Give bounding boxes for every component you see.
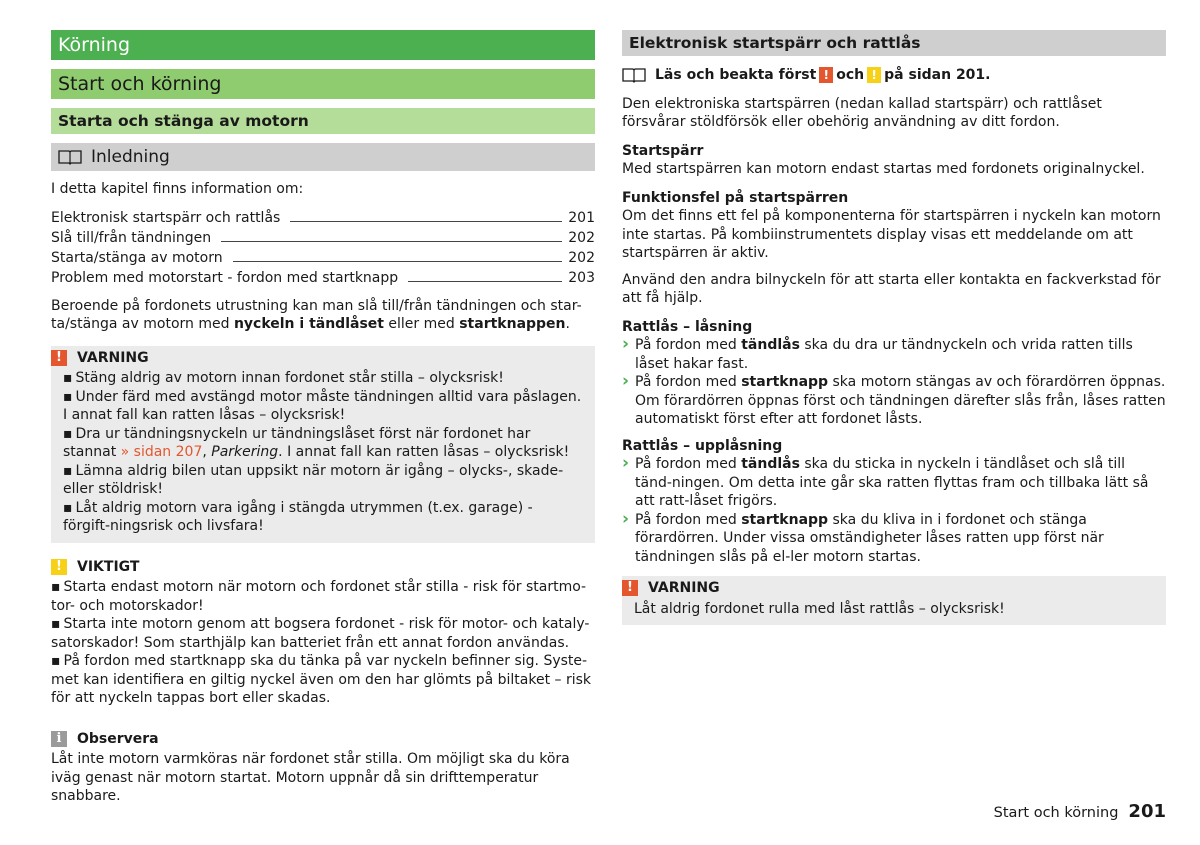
toc-row[interactable]	[51, 269, 595, 289]
subheading-startsparr: Startspärr	[622, 142, 704, 159]
list-item	[622, 455, 1166, 511]
item-bold: startknapp	[741, 374, 829, 390]
warning-text: Låt aldrig fordonet rulla med låst rattlås – olycksrisk!	[634, 600, 1005, 617]
book-icon	[58, 149, 82, 165]
right-paragraph: Den elektroniska startspärren (nedan kallad startspärr) och rattlåset försvårar stöldförsök eller obehörig användning av ditt fordon.	[622, 95, 1102, 130]
paragraph-bold: startknappen	[459, 316, 566, 332]
paragraph-bold: nyckeln i tändlåset	[233, 316, 384, 332]
item-text: ska du dra ur tändnyckeln och vrida ratten tills låset hakar fast.	[635, 337, 1133, 372]
item-text: ska motorn stängas av och förardörren öppnas. Om förardörren öppnas först och tändningen därefter slås från, låses ratten automatiskt först efter att fordonet låsts.	[635, 374, 1166, 427]
intro-text: I detta kapitel finns information om:	[51, 181, 304, 197]
warning-icon[interactable]: !	[819, 67, 833, 83]
toc-label: Elektronisk startspärr och rattlås	[51, 209, 281, 226]
startsparr-text: Med startspärren kan motorn endast startas med fordonets originalnyckel.	[622, 161, 1145, 177]
paragraph-text: Beroende på fordonets utrustning kan man slå till/från tändningen och star-ta/stänga av motorn med	[51, 297, 582, 332]
table-of-contents	[51, 209, 595, 289]
list-item	[622, 373, 1166, 429]
warning-text: . I annat fall kan ratten låsas – olycksrisk!	[278, 444, 570, 460]
paragraph-text: eller med	[383, 316, 460, 332]
warning-item: ▪ Under färd med avstängd motor måste tändningen alltid vara påslagen. I annat fall kan ratten låsas – olycksrisk!	[63, 388, 583, 425]
subheading-rattlas-lasning: Rattlås – låsning	[622, 318, 753, 335]
left-column	[51, 30, 595, 825]
important-icon: !	[51, 559, 67, 575]
reference-text: Läs och beakta först	[655, 67, 817, 83]
important-item: ▪ Starta inte motorn genom att bogsera fordonet - risk för motor- och kataly-satorskador! Som starthjälp kan batteriet från ett annat fordon användas.	[51, 615, 595, 652]
warning-item: ▪ Lämna aldrig bilen utan uppsikt när motorn är igång – olycks-, skade- eller stöldrisk!	[63, 462, 583, 499]
warning-item	[63, 425, 583, 462]
list-item	[622, 511, 1166, 567]
important-box	[51, 555, 595, 715]
important-item: ▪ Starta endast motorn när motorn och fordonet står stilla - risk för startmo-tor- och motorskador!	[51, 578, 595, 615]
subheading-funktionsfel: Funktionsfel på startspärren	[622, 189, 849, 206]
reference-link[interactable]: på sidan 201.	[884, 67, 991, 83]
section-heading: Start och körning	[51, 69, 595, 99]
item-bold: tändlås	[741, 337, 800, 353]
important-icon[interactable]: !	[867, 67, 881, 83]
list-item	[622, 336, 1166, 373]
warning-italic: Parkering	[211, 444, 279, 460]
note-title: Observera	[77, 730, 159, 747]
warning-text: Dra ur tändningsnyckeln ur tändningslåset först när fordonet har stannat	[63, 425, 531, 460]
toc-leader	[290, 221, 562, 222]
toc-leader	[221, 241, 562, 242]
info-icon: i	[51, 731, 67, 747]
footer-section: Start och körning	[993, 805, 1119, 821]
intro-heading-bar	[51, 143, 595, 171]
toc-row[interactable]	[51, 249, 595, 269]
item-bold: startknapp	[741, 511, 829, 528]
toc-leader	[408, 281, 562, 282]
intro-heading: Inledning	[91, 146, 170, 167]
toc-page: 202	[568, 249, 595, 266]
toc-row[interactable]	[51, 209, 595, 229]
page-number: 201	[1128, 801, 1166, 822]
warning-icon: !	[51, 350, 67, 366]
warning-icon: !	[622, 580, 638, 596]
toc-page: 203	[568, 269, 595, 286]
note-box	[51, 727, 595, 813]
subsection-heading: Starta och stänga av motorn	[51, 108, 595, 134]
toc-page: 202	[568, 229, 595, 246]
intro-paragraph	[51, 297, 595, 334]
warning-text: ,	[202, 444, 212, 460]
warning-title: VARNING	[77, 349, 149, 366]
funktionsfel-text-2: Använd den andra bilnyckeln för att starta eller kontakta en fackverkstad för att få hjälp.	[622, 271, 1161, 306]
item-text: På fordon med	[635, 511, 742, 528]
important-title: VIKTIGT	[77, 558, 140, 575]
toc-label: Starta/stänga av motorn	[51, 249, 223, 266]
warning-header	[622, 579, 1154, 598]
subheading-rattlas-upplasning: Rattlås – upplåsning	[622, 437, 783, 454]
item-bold: tändlås	[741, 456, 800, 472]
toc-row[interactable]	[51, 229, 595, 249]
item-text: ska du kliva in i fordonet och stänga förardörren. Under vissa omständigheter låses ratten upp först när tändningen slås på el-ler motorn startas.	[635, 511, 1104, 565]
page-link[interactable]: » sidan 207	[120, 444, 203, 460]
note-text: Låt inte motorn varmköras när fordonet står stilla. Om möjligt ska du köra iväg genast när motorn startat. Motorn uppnår då sin drifttemperatur snabbare.	[51, 751, 570, 804]
item-text: På fordon med	[635, 456, 742, 472]
right-section-heading: Elektronisk startspärr och rattlås	[622, 30, 1166, 56]
toc-leader	[233, 261, 563, 262]
reference-line	[622, 66, 1166, 85]
important-header	[51, 558, 595, 577]
warning-title: VARNING	[648, 580, 720, 596]
reference-text: och	[836, 67, 865, 83]
book-icon	[622, 67, 646, 83]
warning-item: ▪ Låt aldrig motorn vara igång i stängda utrymmen (t.ex. garage) - förgift-ningsrisk och livsfara!	[63, 499, 583, 536]
page-footer	[994, 803, 1166, 823]
toc-label: Problem med motorstart - fordon med startknapp	[51, 269, 399, 286]
item-text: På fordon med	[635, 337, 742, 353]
warning-header	[51, 349, 583, 368]
important-item: ▪ På fordon med startknapp ska du tänka på var nyckeln befinner sig. Syste-met kan identifiera en giltig nyckel även om den har glömts på biltaket – risk för att nyckeln tappas bort eller skadas.	[51, 652, 595, 708]
chapter-heading: Körning	[51, 30, 595, 60]
note-header	[51, 730, 595, 749]
toc-label: Slå till/från tändningen	[51, 229, 212, 246]
paragraph-text: .	[565, 316, 570, 332]
item-text: På fordon med	[635, 374, 742, 390]
warning-item: ▪ Stäng aldrig av motorn innan fordonet står stilla – olycksrisk!	[63, 369, 583, 388]
funktionsfel-text: Om det finns ett fel på komponenterna för startspärren i nyckeln kan motorn inte startas. På kombiinstrumentets display visas ett meddelande om att startspärren är aktiv.	[622, 208, 1161, 261]
warning-box-right	[622, 576, 1166, 625]
item-text: ska du sticka in nyckeln i tändlåset och slå till tänd-ningen. Om detta inte går ska ratten flyttas fram och tillbaka lätt så att ratt-låset frigörs.	[635, 456, 1149, 509]
toc-page: 201	[568, 209, 595, 226]
right-column	[622, 30, 1166, 637]
warning-box	[51, 346, 595, 543]
